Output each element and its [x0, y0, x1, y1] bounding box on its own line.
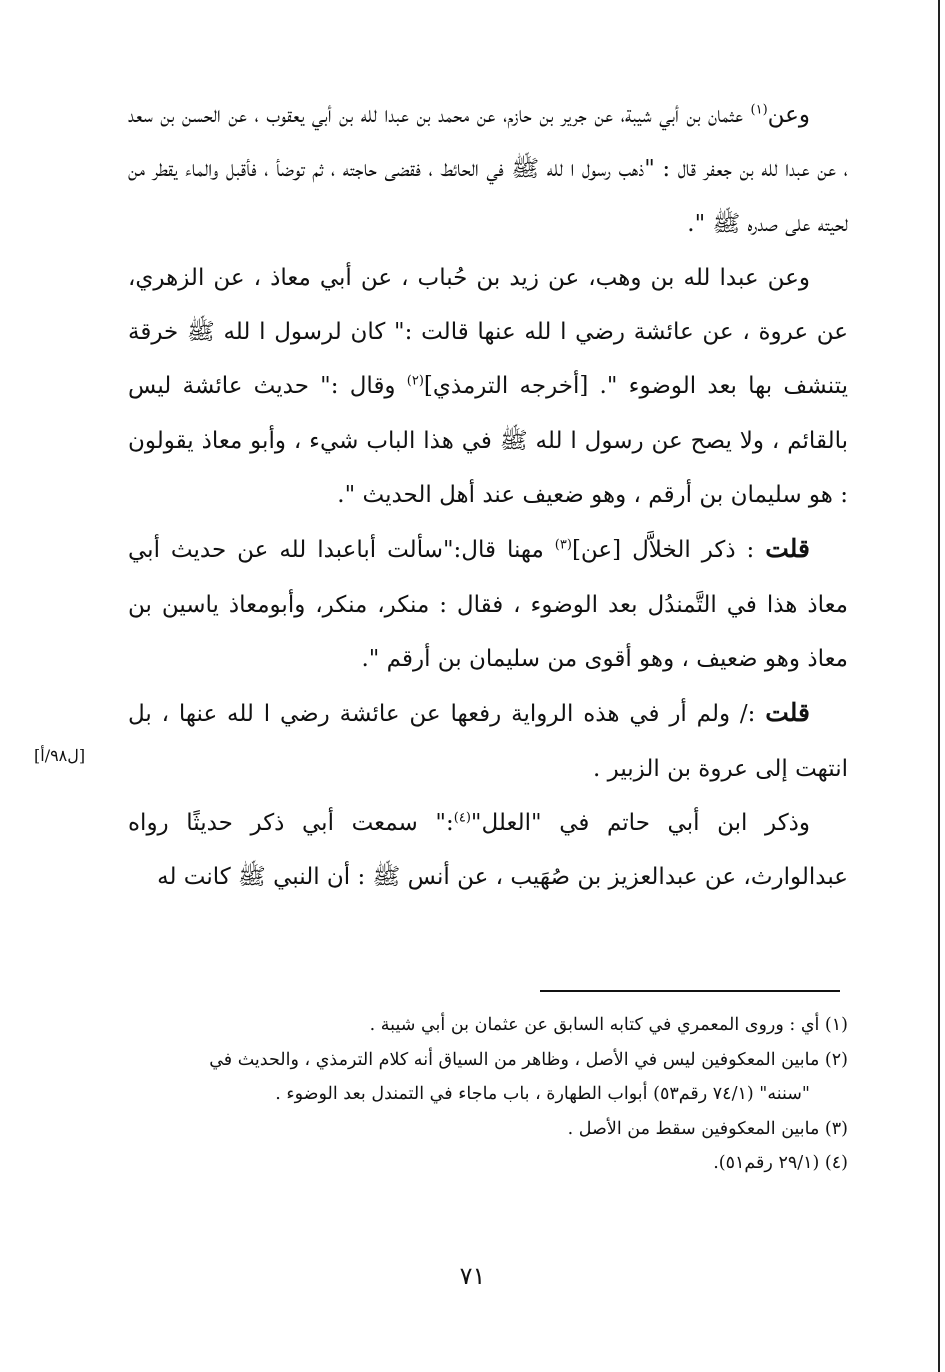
paragraph-3 — [128, 522, 848, 686]
footnote-4: (٤) (٢٩/١ رقم٥١). — [713, 1153, 848, 1173]
paragraph-5 — [128, 796, 848, 905]
footnote-separator — [540, 990, 840, 992]
page-number: ٧١ — [459, 1262, 486, 1290]
qult-heading: قلت — [765, 534, 811, 564]
footnote-ref-4[interactable]: (٤) — [453, 810, 471, 826]
paragraph-1 — [128, 88, 848, 251]
paragraph-2-text-start: وعن عبدا لله بن وهب، عن زيد بن حُباب ، عن أبي معاذ ، عن الزهري، عن عروة ، عن عائشة رضي ا لله عنها قالت :" كان لرسول ا لله ﷺ خرقة يتنشف بها بعد الوضوء ". [أخرجه الترمذي] — [128, 264, 849, 400]
paragraph-4-text: :/ ولم أر في هذه الرواية رفعها عن عائشة رضي ا لله عنها ، بل انتهت إلى عروة بن الزبير . — [128, 701, 848, 782]
paragraph-4 — [128, 686, 848, 796]
paragraph-1-text-start: وعن — [767, 102, 810, 128]
paragraph-2 — [128, 251, 848, 522]
footnote-2-continued: "سننه" (٧٤/١ رقم٥٣) أبواب الطهارة ، باب ماجاء في التمندل بعد الوضوء . — [275, 1084, 810, 1104]
paragraph-5-text: :" سمعت أبي ذكر حديثًا رواه عبدالوارث، عن عبدالعزيز بن صُهَيب ، عن أنس ﷺ : أن النبي ﷺ كانت له — [128, 809, 848, 891]
qult-heading: قلت — [765, 698, 810, 728]
footnotes — [128, 1008, 848, 1181]
footnote-ref-1[interactable]: (١) — [750, 102, 768, 118]
paragraph-3-text-start: : ذكر الخلاَّل [عن] — [571, 537, 766, 564]
paragraph-1-text: عثمان بن أبي شيبة، عن جرير بن حازم، عن محمد بن عبدا لله بن أبي يعقوب ، عن الحسن بن سعد ، عن عبدا لله بن جعفر قال : "ذهب رسول ا لله ﷺ في الحائط ، فقضى حاجته ، ثم توضأ ، فأقبل والماء يقطر من لحيته على صدره ﷺ ". — [128, 102, 848, 237]
paragraph-2-text: وقال :" حديث عائشة ليس بالقائم ، ولا يصح عن رسول ا لله ﷺ في هذا الباب شيء ، وأبو معاذ يقولون : هو سليمان بن أرقم ، وهو ضعيف عند أهل الحديث ". — [128, 373, 848, 509]
main-text — [128, 88, 848, 904]
footnote-2: (٢) مابين المعكوفين ليس في الأصل ، وظاهر من السياق أنه كلام الترمذي ، والحديث في — [209, 1049, 848, 1070]
footnote-1: (١) أي : وروى المعمري في كتابه السابق عن عثمان بن أبي شيبة . — [369, 1015, 848, 1035]
manuscript-folio-note: [ل٩٨/أ] — [34, 746, 86, 765]
page-edge-rule — [938, 0, 940, 1372]
paragraph-5-text-start: وذكر ابن أبي حاتم في "العلل" — [470, 809, 810, 836]
footnote-ref-2[interactable]: (٢) — [406, 373, 424, 389]
footnote-3: (٣) مابين المعكوفين سقط من الأصل . — [567, 1118, 848, 1139]
footnote-ref-3[interactable]: (٣) — [554, 537, 572, 553]
paragraph-3-text: مهنا قال:"سألت أباعبدا لله عن حديث أبي معاذ هذا في التَّمندُل بعد الوضوء ، فقال : منكر، منكر، وأبومعاذ ياسين بن معاذ وهو ضعيف ، وهو أقوى من سليمان بن أرقم ". — [128, 537, 848, 672]
